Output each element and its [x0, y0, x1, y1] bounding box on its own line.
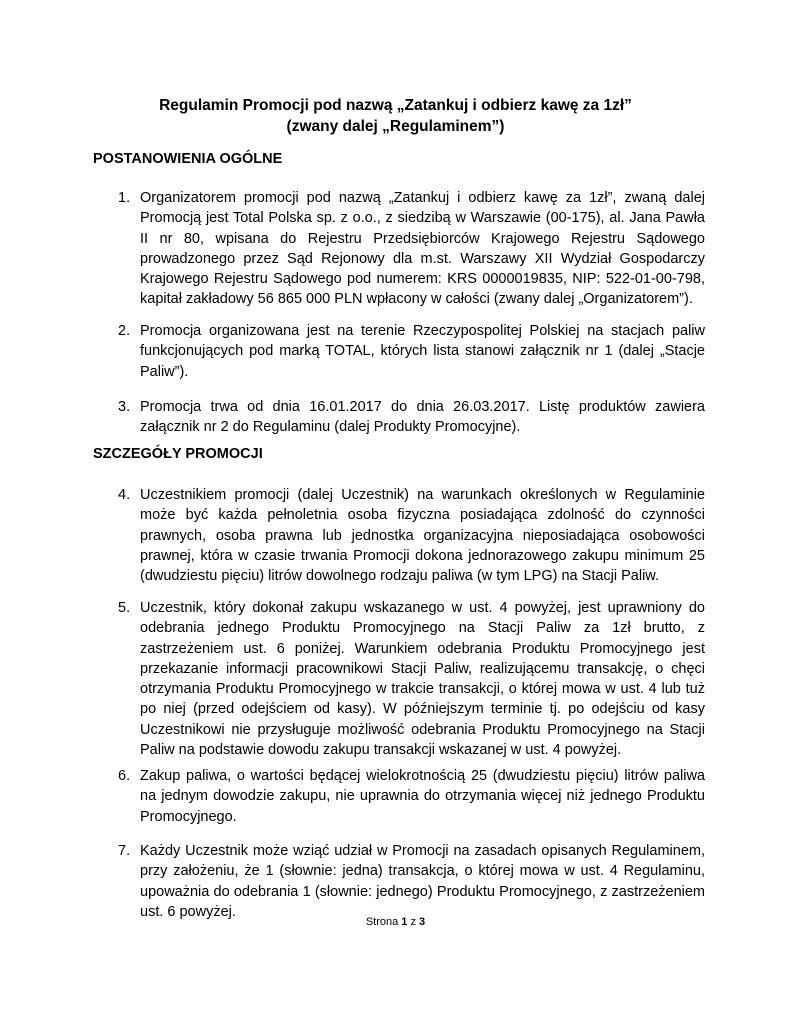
item-number: 5. [118, 600, 131, 616]
item-text: Promocja trwa od dnia 16.01.2017 do dnia 26.03.2017. Listę produktów zawiera załącznik nr 2 do Regulaminu (dalej Produkty Promocyjne). [140, 399, 705, 436]
item-number: 4. [118, 487, 131, 503]
footer-total-pages: 3 [419, 916, 426, 928]
document-subtitle: (zwany dalej „Regulaminem”) [286, 118, 505, 135]
section-heading-general: POSTANOWIENIA OGÓLNE [93, 151, 283, 167]
item-text: Zakup paliwa, o wartości będącej wielokrotnością 25 (dwudziestu pięciu) litrów paliwa na jednym dowodzie zakupu, nie uprawnia do otrzymania więcej niż jednego Produktu Promocyjnego. [140, 768, 705, 825]
item-text: Każdy Uczestnik może wziąć udział w Promocji na zasadach opisanych Regulaminem, przy założeniu, że 1 (słownie: jedna) transakcja, o której mowa w ust. 4 Regulaminu, upoważnia do odebrania 1 (słownie: jednego) Produktu Promocyjnego, z zastrzeżeniem ust. 6 powyżej. [140, 843, 705, 920]
item-number: 1. [118, 190, 131, 206]
footer-prefix: Strona [365, 916, 399, 928]
footer-current-page: 1 [401, 916, 408, 928]
item-number: 6. [118, 768, 131, 784]
item-text: Uczestnik, który dokonał zakupu wskazanego w ust. 4 powyżej, jest uprawniony do odebrania jednego Produktu Promocyjnego na Stacji Paliw za 1zł brutto, z zastrzeżeniem ust. 6 poniżej. Warunkiem odebrania Produktu Promocyjnego jest przekazanie informacji pracownikowi Stacji Paliw, realizującemu transakcję, o chęci otrzymania Produktu Promocyjnego w trakcie transakcji, o której mowa w ust. 4 lub tuż po niej (przed odejściem od kasy). W późniejszym terminie tj. po odejściu od kasy Uczestnikowi nie przysługuje możliwość odebrania Produktu Promocyjnego na Stacji Paliw na podstawie dowodu zakupu transakcji wskazanej w ust. 4 powyżej. [140, 600, 705, 759]
page-footer [0, 916, 791, 928]
item-number: 7. [118, 843, 131, 859]
item-text: Uczestnikiem promocji (dalej Uczestnik) na warunkach określonych w Regulaminie może być każda pełnoletnia osoba fizyczna posiadająca zdolność do czynności prawnych, osoba prawna lub jednostka organizacyjna nieposiadająca osobowości prawnej, która w czasie trwania Promocji dokona jednorazowego zakupu minimum 25 (dwudziestu pięciu) litrów dowolnego rodzaju paliwa (w tym LPG) na Stacji Paliw. [140, 487, 705, 585]
item-number: 3. [118, 399, 131, 415]
document-title: Regulamin Promocji pod nazwą „Zatankuj i odbierz kawę za 1zł” [159, 97, 632, 114]
section-heading-details: SZCZEGÓŁY PROMOCJI [93, 446, 263, 462]
item-number: 2. [118, 323, 131, 339]
item-text: Promocja organizowana jest na terenie Rzeczypospolitej Polskiej na stacjach paliw funkcjonujących pod marką TOTAL, których lista stanowi załącznik nr 1 (dalej „Stacje Paliw”). [140, 323, 705, 380]
footer-separator: z [410, 916, 416, 928]
item-text: Organizatorem promocji pod nazwą „Zatankuj i odbierz kawę za 1zł”, zwaną dalej Promocją jest Total Polska sp. z o.o., z siedzibą w Warszawie (00-175), al. Jana Pawła II nr 80, wpisana do Rejestru Przedsiębiorców Krajowego Rejestru Sądowego prowadzonego przez Sąd Rejonowy dla m.st. Warszawy XII Wydział Gospodarczy Krajowego Rejestru Sądowego pod numerem: KRS 0000019835, NIP: 522-01-00-798, kapitał zakładowy 56 865 000 PLN wpłacony w całości (zwany dalej „Organizatorem”). [140, 190, 705, 308]
